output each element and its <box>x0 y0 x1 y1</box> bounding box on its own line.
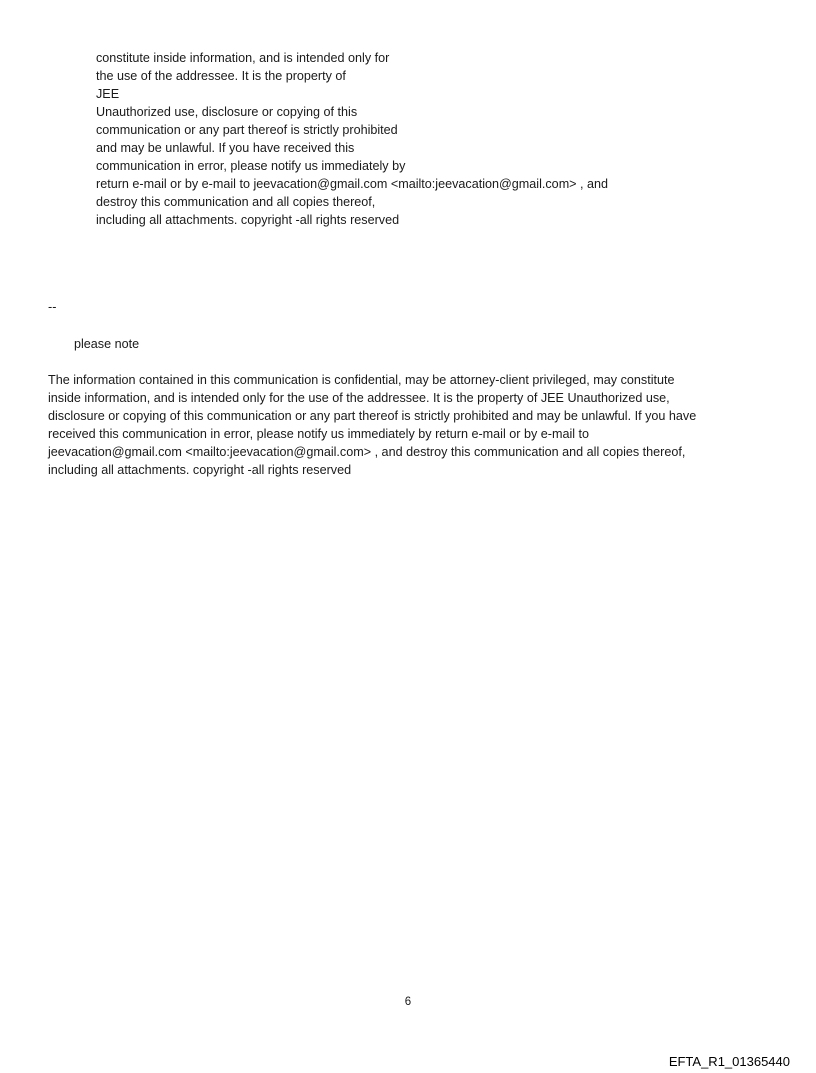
quoted-disclaimer-line: constitute inside information, and is intended only for <box>96 51 390 65</box>
confidentiality-disclaimer <box>48 371 768 479</box>
disclaimer-line: jeevacation@gmail.com <mailto:jeevacation@gmail.com> , and destroy this communication and all copies thereof, <box>48 445 686 459</box>
quoted-disclaimer-line: and may be unlawful. If you have received this <box>96 141 355 155</box>
quoted-disclaimer-line: communication or any part thereof is strictly prohibited <box>96 123 398 137</box>
disclaimer-line: inside information, and is intended only for the use of the addressee. It is the property of JEE Unauthorized use, <box>48 391 670 405</box>
quoted-disclaimer-block <box>96 49 776 229</box>
disclaimer-line: received this communication in error, please notify us immediately by return e-mail or by e-mail to <box>48 427 590 441</box>
quoted-disclaimer-line: communication in error, please notify us immediately by <box>96 159 406 173</box>
disclaimer-line: disclosure or copying of this communication or any part thereof is strictly prohibited and may be unlawful. If you have <box>48 409 697 423</box>
quoted-disclaimer-line: JEE <box>96 87 120 101</box>
signature-separator: -- <box>48 300 57 314</box>
quoted-disclaimer-line: return e-mail or by e-mail to jeevacation@gmail.com <mailto:jeevacation@gmail.com> , and <box>96 177 609 191</box>
quoted-disclaimer-line: Unauthorized use, disclosure or copying of this <box>96 105 358 119</box>
disclaimer-line: including all attachments. copyright -all rights reserved <box>48 463 352 477</box>
document-id-stamp: EFTA_R1_01365440 <box>668 1054 790 1069</box>
disclaimer-line: The information contained in this communication is confidential, may be attorney-client privileged, may constitute <box>48 373 675 387</box>
quoted-disclaimer-line: destroy this communication and all copies thereof, <box>96 195 376 209</box>
quoted-disclaimer-line: the use of the addressee. It is the property of <box>96 69 346 83</box>
please-note-label: please note <box>74 337 140 351</box>
quoted-disclaimer-line: including all attachments. copyright -all rights reserved <box>96 213 400 227</box>
page-number: 6 <box>404 996 412 1008</box>
